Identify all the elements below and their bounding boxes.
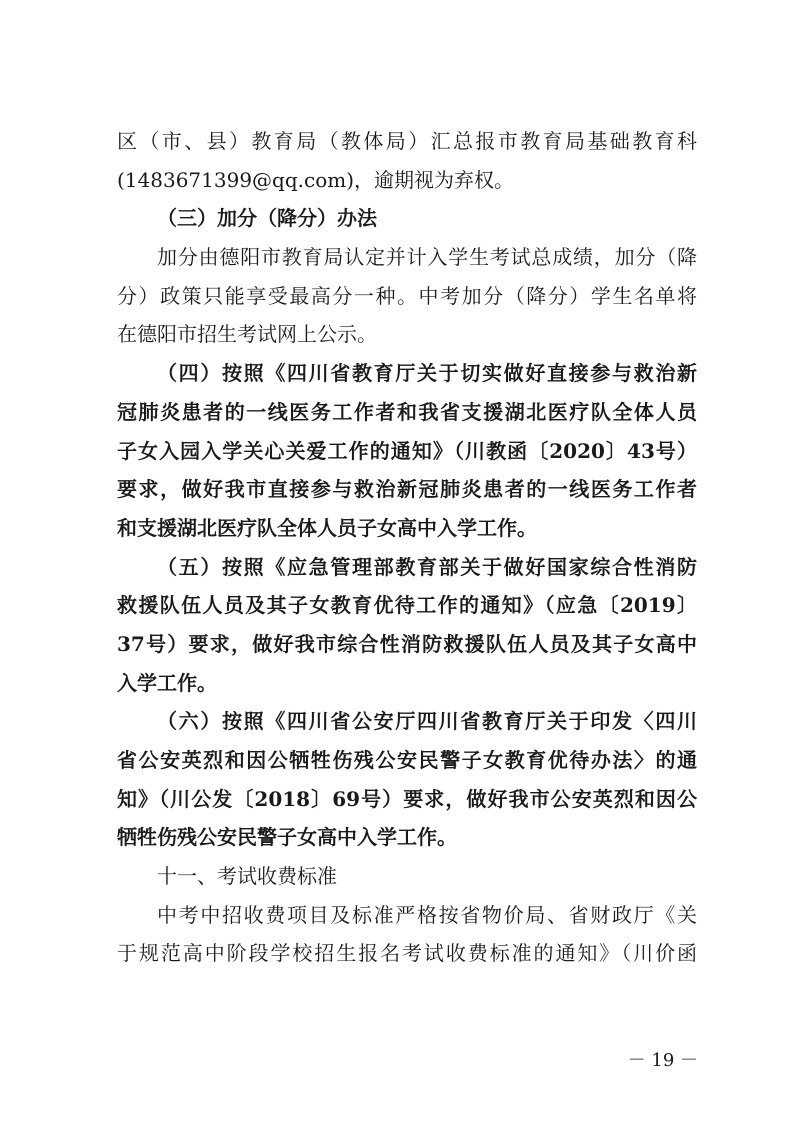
section-heading: （三）加分（降分）办法 [157,206,377,231]
text-line-bold: 入学工作。 [117,670,217,695]
text-line-bold: 救援队伍人员及其子女教育优待工作的通知》（应急〔2019〕 [117,593,697,618]
text-line-bold: 冠肺炎患者的一线医务工作者和我省支援湖北医疗队全体人员 [117,399,697,424]
page-number: － 19 － [627,1050,698,1071]
text-line: 中考中招收费项目及标准严格按省物价局、省财政厅《关 [157,902,697,927]
text-line: 在德阳市招生考试网上公示。 [117,322,377,347]
text-line: 于规范高中阶段学校招生报名考试收费标准的通知》（川价函 [117,941,697,966]
text-line: (1483671399@qq.com)，逾期视为弃权。 [117,167,515,192]
text-line-bold: 省公安英烈和因公牺牲伤残公安民警子女教育优待办法〉的通 [117,748,697,772]
text-line-bold: 牺牲伤残公安民警子女高中入学工作。 [117,825,457,850]
text-line: 加分由德阳市教育局认定并计入学生考试总成绩，加分（降 [157,245,697,270]
text-line-bold: 要求，做好我市直接参与救治新冠肺炎患者的一线医务工作者 [117,477,697,502]
section-heading: 十一、考试收费标准 [157,864,337,889]
text-line-bold: 知》（川公发〔2018〕69号）要求，做好我市公安英烈和因公 [117,786,697,811]
text-line-bold: 37号）要求，做好我市综合性消防救援队伍人员及其子女高中 [117,631,697,656]
text-line: 分）政策只能享受最高分一种。中考加分（降分）学生名单将 [117,283,697,308]
text-line-bold: 和支援湖北医疗队全体人员子女高中入学工作。 [117,515,537,540]
text-line-bold: （五）按照《应急管理部教育部关于做好国家综合性消防 [157,554,697,579]
text-line-bold: （六）按照《四川省公安厅四川省教育厅关于印发〈四川 [157,709,697,734]
text-line-bold: 子女入园入学关心关爱工作的通知》（川教函〔2020〕43号） [117,438,697,463]
document-body [117,122,697,973]
text-line-bold: （四）按照《四川省教育厅关于切实做好直接参与救治新 [157,361,697,386]
text-line: 区（市、县）教育局（教体局）汇总报市教育局基础教育科 [117,129,697,153]
